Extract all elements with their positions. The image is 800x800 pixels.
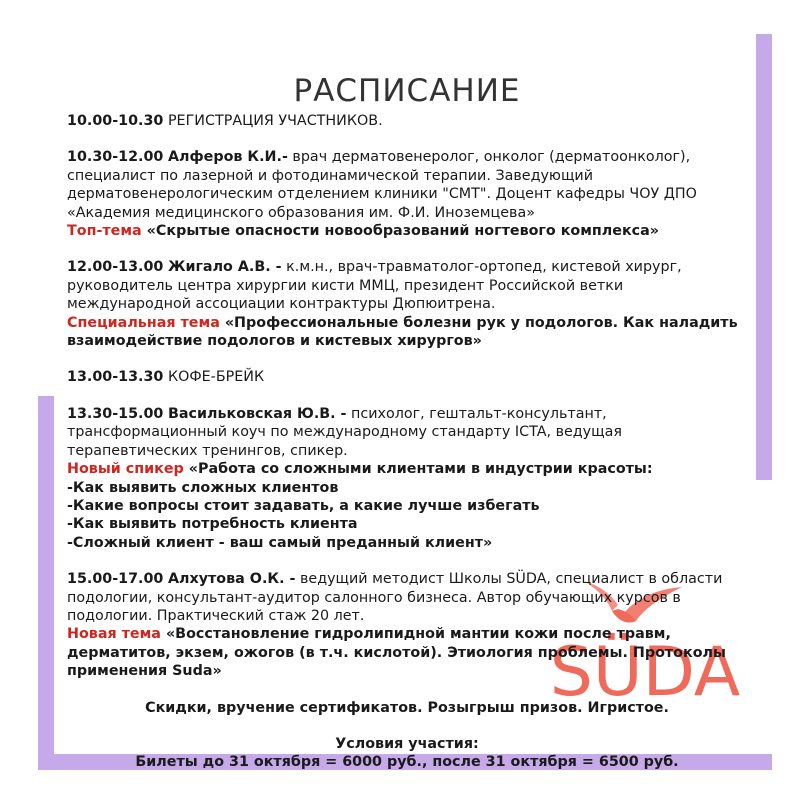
- time-label: 13.30-15.00: [67, 405, 164, 422]
- speaker-description: врач дерматовенеролог, онколог (дерматоонколог), специалист по лазерной и фотодинамической терапии. Заведующий дерматовенерологическим отделением клиники "СМТ". Доцент кафедры ЧОУ ДПО «Академия медицинского образования им. Ф.И. Иноземцева»: [67, 149, 697, 221]
- extras-line: Скидки, вручение сертификатов. Розыгрыш призов. Игристое.: [145, 699, 669, 716]
- topic-tag: Топ-тема: [67, 223, 142, 240]
- speaker-name: Жигало А.В. -: [167, 259, 282, 276]
- schedule-content: [67, 72, 747, 772]
- schedule-item-break: [67, 368, 747, 386]
- svg-text:SÜDA: SÜDA: [549, 633, 741, 712]
- topic-point: -Какие вопросы стоит задавать, а какие лучше избегать: [67, 497, 540, 514]
- time-label: 13.00-13.30: [67, 369, 164, 386]
- schedule-item-vasilkovskaya: [67, 405, 747, 552]
- time-label: 10.00-10.30: [67, 113, 164, 129]
- schedule-item-alferov: [67, 148, 747, 240]
- speaker-description: ведущий методист Школы SÜDA, специалист в области подологии, консультант-аудитор салонного бизнеса. Автор обучающих курсов в подологии. Практический стаж 20 лет.: [67, 571, 723, 624]
- time-label: 15.00-17.00: [67, 571, 164, 588]
- event-text: КОФЕ-БРЕЙК: [167, 369, 265, 386]
- conditions-title: Условия участия:: [335, 735, 479, 752]
- event-text: РЕГИСТРАЦИЯ УЧАСТНИКОВ.: [167, 113, 383, 129]
- time-label: 10.30-12.00: [67, 149, 164, 166]
- schedule-item-registration: [67, 112, 747, 130]
- page-title: РАСПИСАНИЕ: [293, 73, 521, 109]
- topic-tag: Новая тема: [67, 626, 161, 643]
- topic-tag: Новый спикер: [67, 461, 184, 478]
- speaker-description: к.м.н., врач-травматолог-ортопед, кистевой хирург, руководитель центра хирургии кисти ММЦ, президент Российской ветки международной ассоциации контрактуры Дюпюитрена.: [67, 259, 682, 313]
- topic-title: «Восстановление гидролипидной мантии кожи после травм, дерматитов, экзем, ожогов (в т.ч. кислотой). Этиология проблемы. Протоколы применения Suda»: [67, 626, 726, 680]
- topic-title: «Профессиональные болезни рук у подологов. Как наладить взаимодействие подологов и кистевых хирургов»: [67, 314, 738, 350]
- speaker-name: Алхутова О.К. -: [167, 571, 296, 588]
- topic-tag: Специальная тема: [67, 314, 220, 331]
- topic-point: -Сложный клиент - ваш самый преданный клиент»: [67, 534, 493, 551]
- topic-point: -Как выявить сложных клиентов: [67, 479, 339, 496]
- schedule-item-zhigalo: [67, 258, 747, 350]
- decorative-frame-right: [756, 34, 772, 480]
- speaker-description: психолог, гештальт-консультант, трансформационный коуч по международному стандарту ICTA, ведущая терапевтических тренингов, спикер.: [67, 405, 622, 459]
- ticket-prices: Билеты до 31 октября = 6000 руб., после 31 октября = 6500 руб.: [135, 754, 679, 771]
- speaker-name: Васильковская Ю.В. -: [167, 405, 347, 422]
- topic-title: «Работа со сложными клиентами в индустрии красоты:: [183, 461, 653, 478]
- decorative-frame-left: [38, 396, 54, 770]
- time-label: 12.00-13.00: [67, 259, 164, 276]
- speaker-name: Алферов К.И.-: [167, 149, 288, 166]
- topic-point: -Как выявить потребность клиента: [67, 516, 358, 533]
- schedule-item-alkhutova: [67, 570, 747, 680]
- topic-title: «Скрытые опасности новообразований ногтевого комплекса»: [141, 223, 660, 240]
